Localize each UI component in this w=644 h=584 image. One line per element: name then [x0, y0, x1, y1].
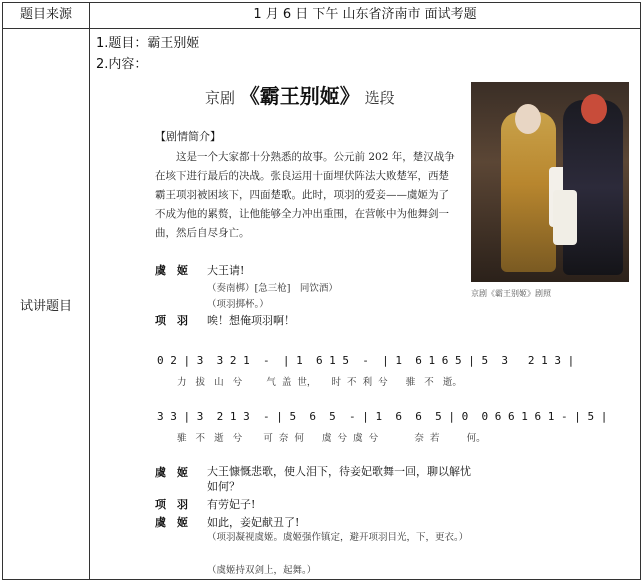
speaker-name: 虞 姬: [155, 466, 188, 479]
stage-direction: （项羽凝视虞姬。虞姬强作镇定，避开项羽目光，下，更衣。）: [207, 532, 469, 543]
speaker-name: 项 羽: [155, 498, 188, 511]
source-label: 题目来源: [3, 3, 90, 29]
topic-title-line: 1.题目：霸王别姬: [96, 36, 200, 51]
speaker-name: 项 羽: [155, 314, 188, 327]
textbook-excerpt: [95, 72, 635, 577]
synopsis-heading: 【剧情简介】: [155, 130, 221, 143]
lyrics-line: 骓 不 逝 兮 可 奈 何 虞 兮 虞 兮 奈 若 何。: [177, 433, 486, 444]
opera-stage-photo: [471, 82, 629, 282]
content-label: 2.内容：: [96, 57, 148, 72]
header-row: [3, 3, 641, 29]
jianpu-score-line: 0 2 | 3 3 2 1 - | 1 6 1 5 - | 1 6 1 6 5 | 5 3 2 1 3 |: [157, 354, 575, 367]
yuji-figure: [501, 112, 556, 272]
speaker-line: 大王请!: [207, 264, 245, 277]
lyrics-line: 力 拔 山 兮 气 盖 世， 时 不 利 兮 骓 不 逝。: [177, 377, 462, 388]
speaker-name: 虞 姬: [155, 264, 188, 277]
excerpt-title-prefix: 京剧: [205, 89, 236, 107]
excerpt-title-main: 《霸王别姬》: [239, 84, 360, 108]
synopsis-text: 这是一个大家都十分熟悉的故事。公元前 202 年，楚汉战争在垓下进行最后的决战。张良运用十面埋伏阵法大败楚军，西楚霸王项羽被困垓下，四面楚歌。此时，项羽的爱妾——虞姬为了不成为他的累赘，让他能够全力冲出重围，在营帐中为他舞剑一曲，然后自尽身亡。: [155, 151, 455, 239]
speaker-line: 大王慷慨悲歌，使人泪下，待妾妃歌舞一回，聊以解忧如何？: [207, 465, 471, 493]
jianpu-score-line: 3 3 | 3 2 1 3 - | 5 6 5 - | 1 6 6 5 | 0 0 6 6 1 6 1 - | 5 |: [157, 410, 608, 423]
stage-direction: （项羽掷杯。）: [207, 299, 269, 310]
excerpt-title: [205, 80, 395, 109]
speaker-line: 有劳妃子!: [207, 498, 256, 511]
stage-direction: （虞姬持双剑上，起舞。）: [207, 565, 317, 576]
speaker-name: 虞 姬: [155, 516, 188, 529]
xiangyu-figure: [563, 100, 623, 275]
topic-label: 试讲题目: [3, 29, 90, 580]
photo-caption: 京剧《霸王别姬》剧照: [471, 289, 551, 298]
speaker-line: 唉！想俺项羽啊！: [207, 314, 295, 327]
stage-direction: （奏南梆）[急三枪] 同饮酒）: [207, 283, 338, 294]
source-value: 1 月 6 日 下午 山东省济南市 面试考题: [90, 3, 641, 29]
speaker-line: 如此，妾妃献丑了!: [207, 516, 300, 529]
excerpt-title-suffix: 选段: [364, 89, 395, 107]
